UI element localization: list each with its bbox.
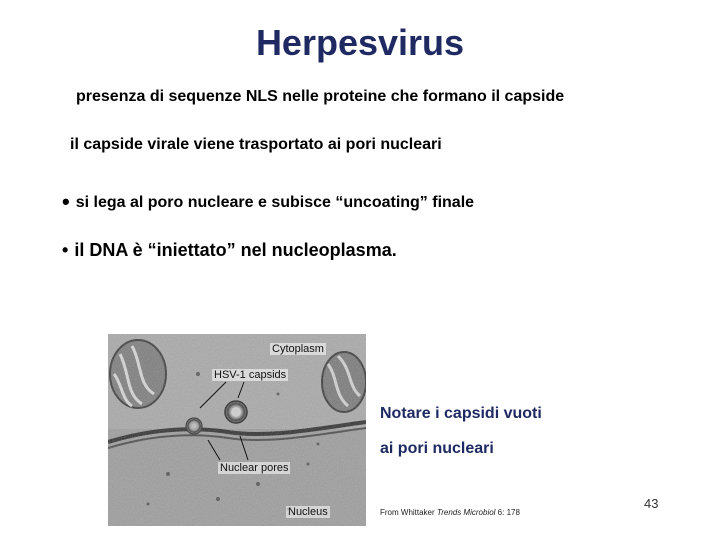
- credit-prefix: From Whittaker: [380, 508, 437, 517]
- bullet-icon: •: [62, 240, 69, 260]
- text-line-transport: il capside virale viene trasportato ai pori nucleari: [70, 136, 442, 153]
- note-line-1: Notare i capsidi vuoti: [380, 405, 542, 422]
- bullet-icon: •: [62, 189, 70, 214]
- text-line-nls: presenza di sequenze NLS nelle proteine che formano il capside: [76, 88, 565, 105]
- image-credit: [380, 508, 520, 517]
- slide-title: Herpesvirus: [255, 22, 465, 63]
- bullet-text: il DNA è “iniettato” nel nucleoplasma.: [74, 240, 397, 260]
- micrograph-image: [108, 334, 366, 526]
- credit-journal: Trends Microbiol: [436, 508, 496, 517]
- bullet-item-uncoating: [62, 189, 474, 215]
- page-number: 43: [644, 496, 659, 511]
- credit-suffix: 6: 178: [495, 508, 520, 517]
- label-capsids: HSV-1 capsids: [214, 369, 287, 381]
- label-nuclear-pores: Nuclear pores: [220, 462, 289, 474]
- electron-micrograph: [108, 334, 366, 526]
- label-nucleus: Nucleus: [288, 506, 328, 518]
- note-line-2: ai pori nucleari: [380, 440, 494, 457]
- label-cytoplasm: Cytoplasm: [272, 343, 324, 355]
- bullet-text: si lega al poro nucleare e subisce “uncoating” finale: [75, 194, 475, 211]
- bullet-item-dna: [62, 240, 397, 261]
